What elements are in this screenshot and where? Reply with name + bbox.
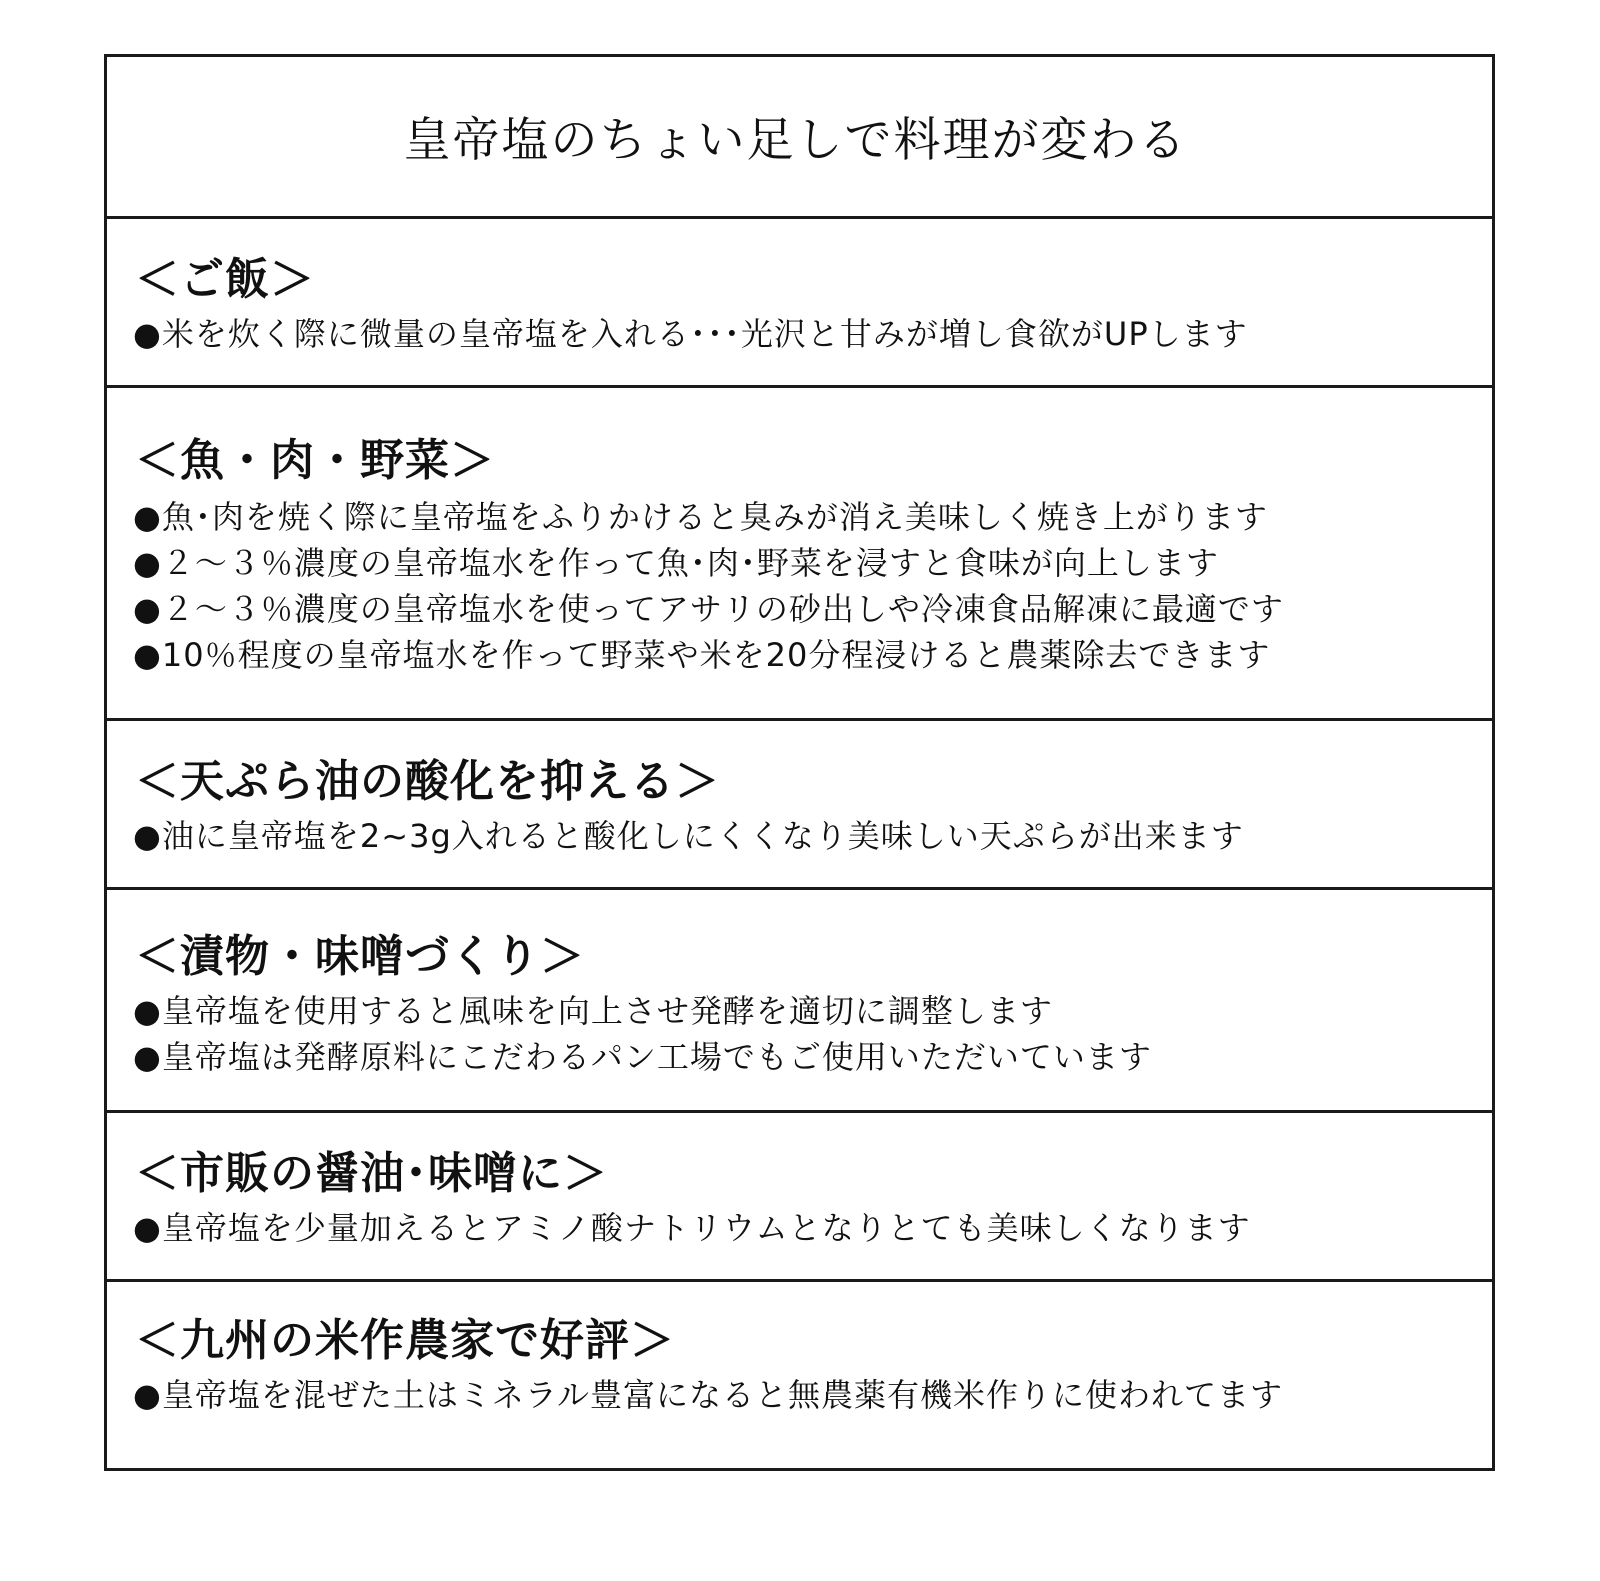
bullet-list (133, 311, 1248, 357)
document-title: 皇帝塩のちょい足しで料理が変わる (403, 113, 1188, 168)
section-soy-sauce-miso (107, 1113, 1492, 1282)
bullet-item: ●油に皇帝塩を2~3g入れると酸化しにくくなり美味しい天ぷらが出来ます (133, 817, 1244, 855)
bullet-item: ●２～３％濃度の皇帝塩水を作って魚･肉･野菜を浸すと食味が向上します (133, 544, 1219, 582)
section-heading: ＜天ぷら油の酸化を抑える＞ (135, 756, 720, 807)
section-heading: ＜市販の醤油･味噌に＞ (135, 1148, 608, 1199)
bullet-list (133, 1372, 1283, 1418)
bullet-list (133, 494, 1284, 678)
bullet-item: ●10％程度の皇帝塩水を作って野菜や米を20分程浸けると農薬除去できます (133, 636, 1271, 674)
bullet-item: ●皇帝塩は発酵原料にこだわるパン工場でもご使用いただいています (133, 1038, 1152, 1076)
bullet-list (133, 1205, 1251, 1251)
section-tempura-oil (107, 721, 1492, 890)
bullet-item: ●皇帝塩を少量加えるとアミノ酸ナトリウムとなりとても美味しくなります (133, 1209, 1251, 1247)
section-pickles-miso (107, 890, 1492, 1113)
section-heading: ＜魚・肉・野菜＞ (135, 435, 495, 486)
title-row (107, 57, 1492, 219)
section-rice (107, 219, 1492, 388)
bullet-item: ●皇帝塩を混ぜた土はミネラル豊富になると無農薬有機米作りに使われてます (133, 1376, 1283, 1414)
bullet-item: ●米を炊く際に微量の皇帝塩を入れる･･･光沢と甘みが増し食欲がUPします (133, 315, 1248, 353)
section-heading: ＜九州の米作農家で好評＞ (135, 1315, 675, 1366)
bullet-item: ●魚･肉を焼く際に皇帝塩をふりかけると臭みが消え美味しく焼き上がります (133, 498, 1268, 536)
bullet-list (133, 988, 1152, 1080)
section-fish-meat-vegetables (107, 388, 1492, 721)
info-table (104, 54, 1495, 1471)
bullet-item: ●皇帝塩を使用すると風味を向上させ発酵を適切に調整します (133, 992, 1053, 1030)
bullet-item: ●２～３％濃度の皇帝塩水を使ってアサリの砂出しや冷凍食品解凍に最適です (133, 590, 1284, 628)
section-heading: ＜ご飯＞ (135, 254, 315, 305)
section-rice-farmers (107, 1282, 1492, 1468)
section-heading: ＜漬物・味噌づくり＞ (135, 931, 585, 982)
bullet-list (133, 813, 1244, 859)
